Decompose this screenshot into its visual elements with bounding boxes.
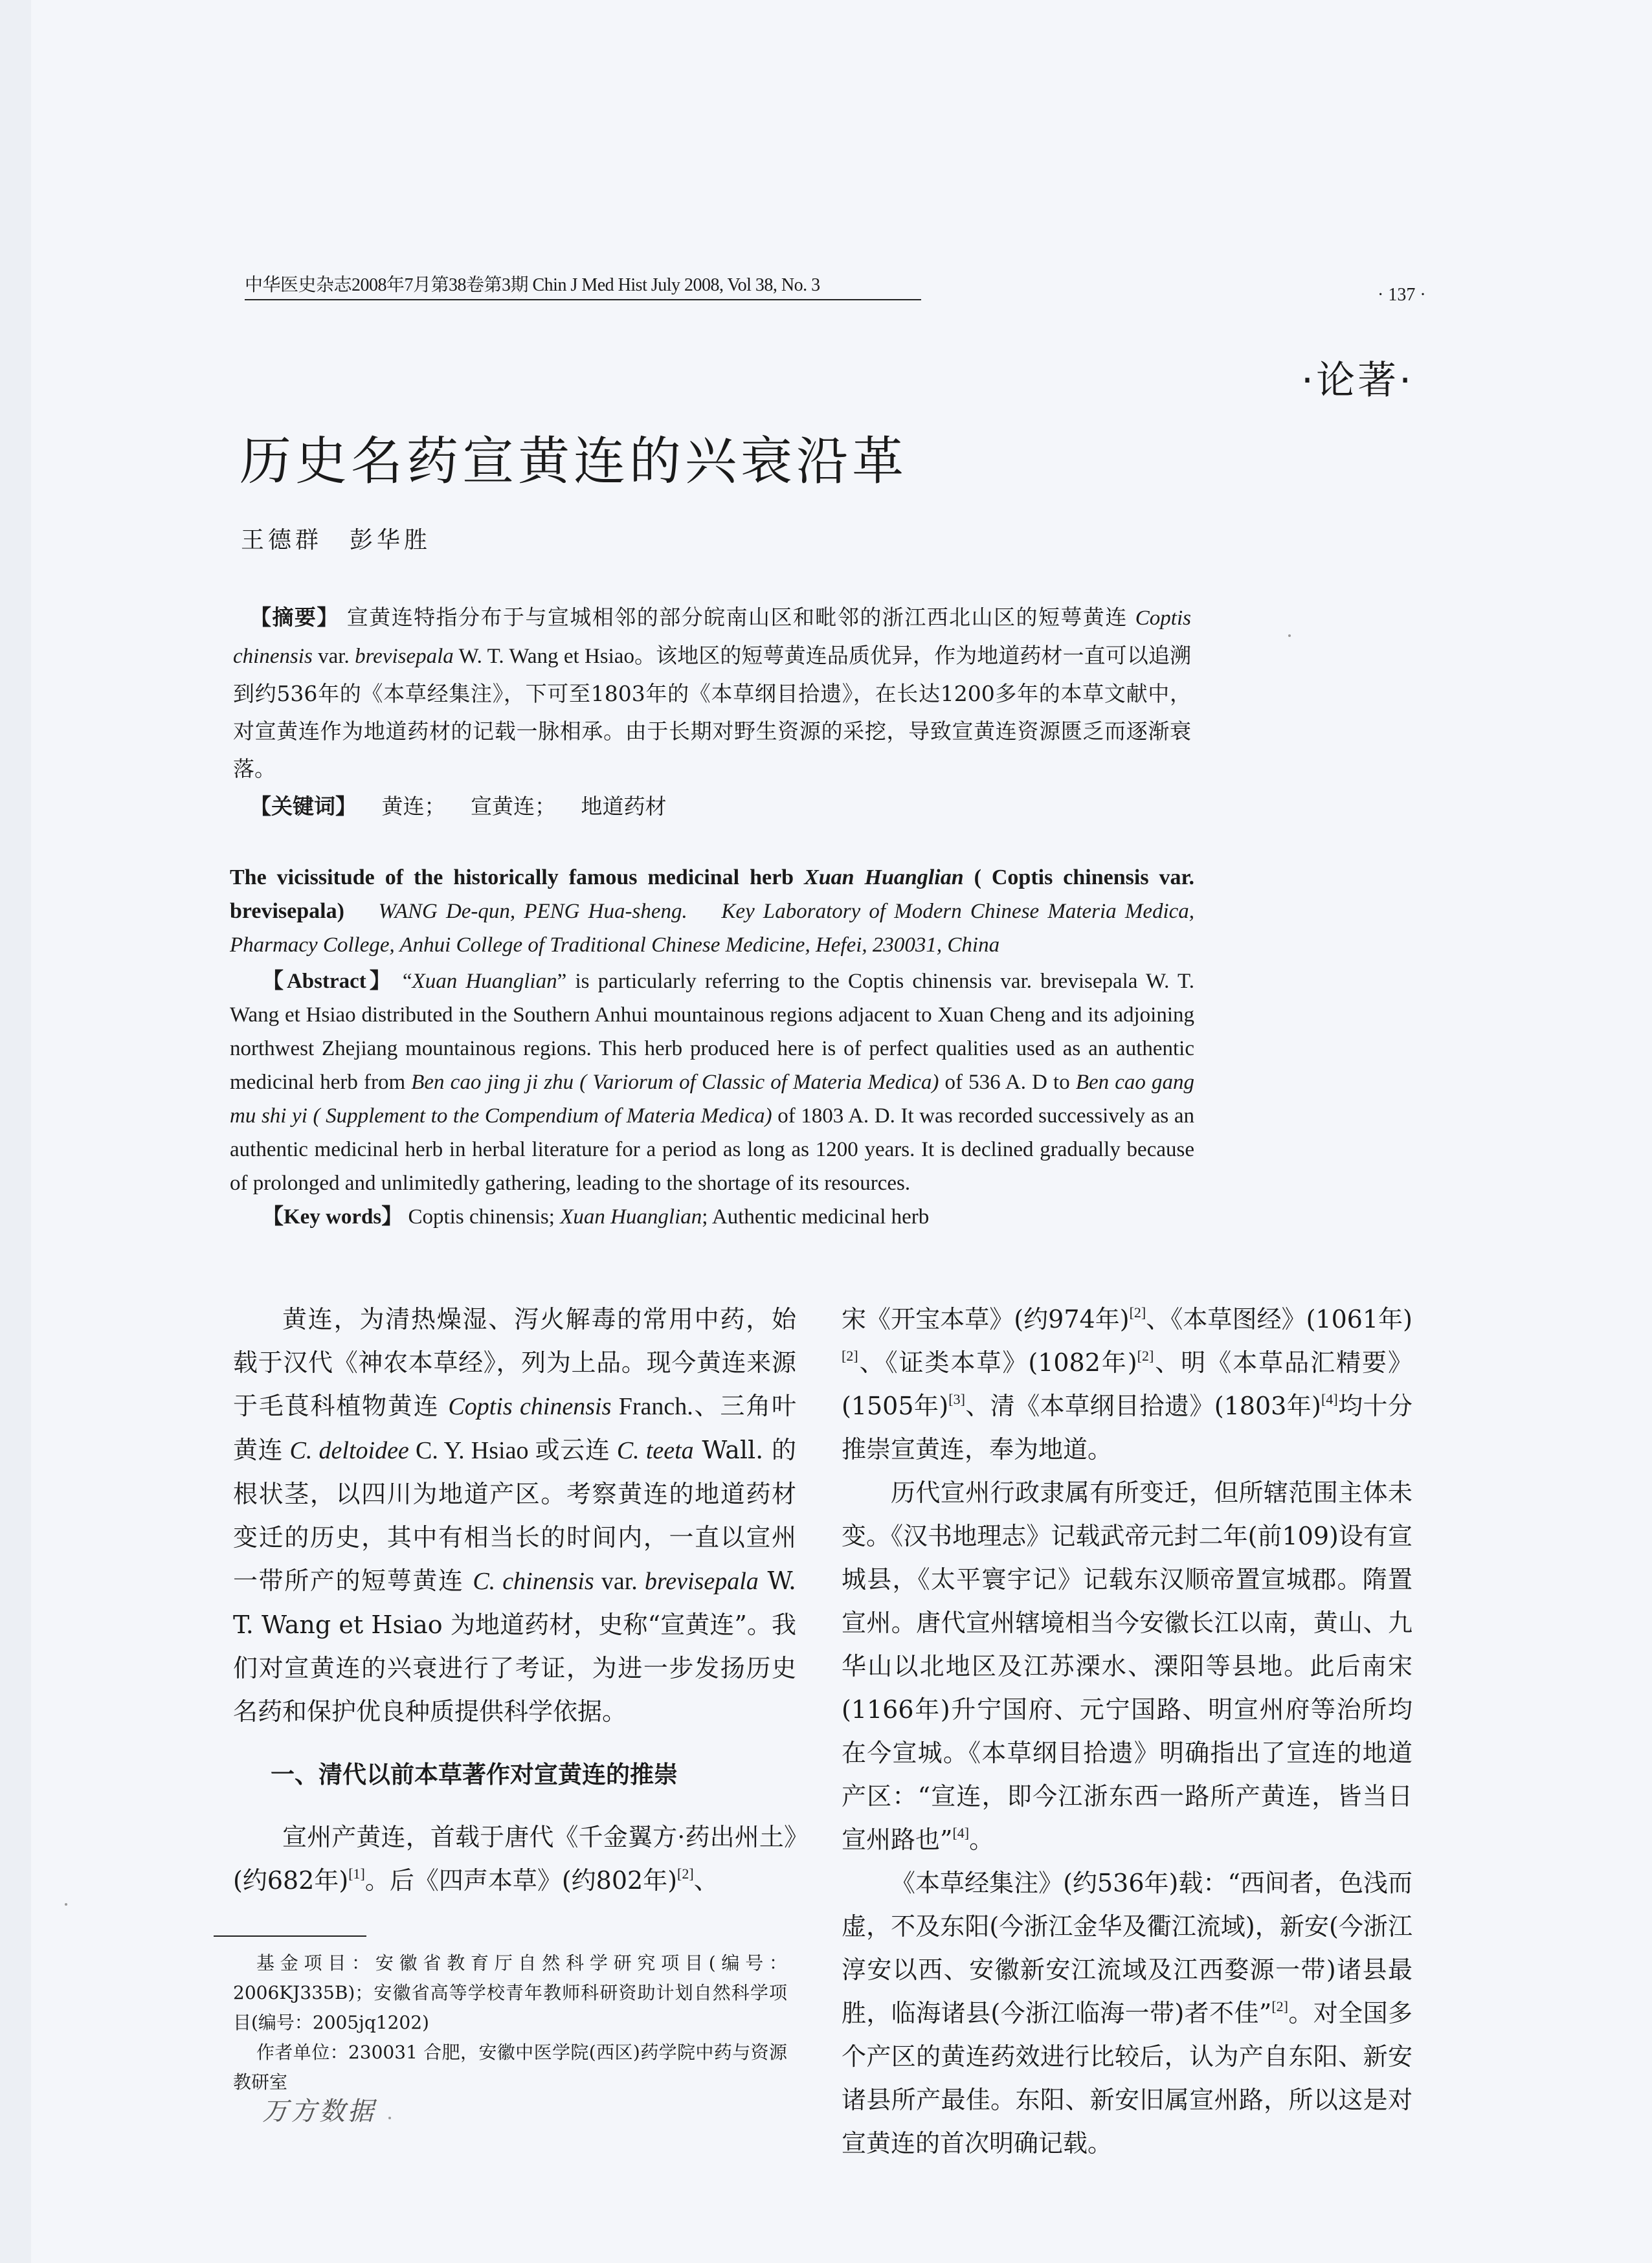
affiliation-note: 作者单位：230031 合肥，安徽中医学院(西区)药学院中药与资源教研室 xyxy=(233,2042,787,2093)
section-heading: 一、清代以前本草著作对宣黄连的推崇 xyxy=(271,1761,678,1789)
running-head: 中华医史杂志2008年7月第38卷第3期 Chin J Med Hist July 2008, Vol 38, No. 3 xyxy=(245,271,921,300)
chinese-abstract xyxy=(233,599,1191,825)
citation: [3] xyxy=(948,1391,965,1407)
english-keywords: 【Key words】 Coptis chinensis; Xuan Huanglian; Authentic medicinal herb xyxy=(262,1205,930,1229)
footnote-divider xyxy=(214,1935,366,1937)
funding-note: 基金项目：安徽省教育厅自然科学研究项目(编号：2006KJ335B)；安徽省高等学校青年教师科研资助计划自然科学项目(编号：2005jq1202) xyxy=(233,1952,787,2033)
scan-speck xyxy=(388,2117,391,2119)
section-tag: ·论著· xyxy=(1301,358,1414,403)
citation: [2] xyxy=(1129,1304,1146,1321)
citation: [1] xyxy=(348,1866,365,1882)
abstract-text-part: 。该地区的短萼黄连品质优异，作为地道药材一直可以追溯到约536年的《本草经集注》，下可至1803年的《本草纲目拾遗》，在长达1200多年的本草文献中，对宣黄连作为地道药材的记载一脉相承。由于长期对野生资源的采挖，导致宣黄连资源匮乏而逐渐衰落。 xyxy=(233,643,1191,781)
english-abstract-label: 【Abstract】 xyxy=(262,970,394,993)
body-column-right xyxy=(842,1298,1412,2165)
english-authors: WANG De-qun, PENG Hua-sheng. xyxy=(378,900,687,923)
footnotes xyxy=(233,1948,787,2097)
scan-speck xyxy=(65,1903,67,1906)
citation: [2] xyxy=(842,1348,858,1364)
english-affiliation: Key Laboratory of Modern Chinese Materia Medica, Pharmacy College, Anhui College of Traditional Chinese Medicine, Hefei, 230031, China xyxy=(230,900,1195,957)
body-paragraph: 宋《开宝本草》(约974年)[2]、《本草图经》(1061年)[2]、《证类本草》(1082年)[2]、明《本草品汇精要》(1505年)[3]、清《本草纲目拾遗》(1803年)[4]均十分推崇宣黄连，奉为地道。 xyxy=(842,1304,1413,1464)
species-name: Coptis chinensis xyxy=(233,607,1191,668)
authority-text: W. T. Wang et Hsiao xyxy=(453,645,634,668)
variety-name: brevisepala xyxy=(355,645,454,668)
body-column-left xyxy=(233,1298,796,1902)
abstract-text-part: 宣黄连特指分布于与宣城相邻的部分皖南山区和毗邻的浙江西北山区的短萼黄连 xyxy=(346,605,1135,630)
var-text: var. xyxy=(312,645,355,668)
page-number: · 137 · xyxy=(1378,285,1426,305)
keywords-label: 【关键词】 xyxy=(250,794,357,819)
body-paragraph: 黄连，为清热燥湿、泻火解毒的常用中药，始载于汉代《神农本草经》，列为上品。现今黄连来源于毛茛科植物黄连 Coptis chinensis Franch.、三角叶黄连 C. deltoidee C. Y. Hsiao 或云连 C. teeta Wall. 的根状茎，以四川为地道产区。考察黄连的地道药材变迁的历史，其中有相当长的时间内，一直以宣州一带所产的短萼黄连 C. chinensis var. brevisepala W. T. Wang et Hsiao 为地道药材，史称“宣黄连”。我们对宣黄连的兴衰进行了考证，为进一步发扬历史名药和保护优良种质提供科学依据。 xyxy=(233,1305,796,1726)
citation: [4] xyxy=(952,1825,970,1841)
english-title-line xyxy=(230,861,1194,962)
article-authors: 王德群 彭华胜 xyxy=(241,527,432,553)
english-abstract: 【Abstract】 “Xuan Huanglian” is particularly referring to the Coptis chinensis var. brevisepala W. T. Wang et Hsiao distributed in the Southern Anhui mountainous regions adjacent to Xuan Cheng and its adjoining northwest Zhejiang mountainous regions. This herb produced here is of perfect qualities used as an authentic medicinal herb from Ben cao jing ji zhu ( Variorum of Classic of Materia Medica) of 536 A. D to Ben cao gang mu shi yi ( Supplement to the Compendium of Materia Medica) of 1803 A. D. It was recorded successively as an authentic medicinal herb in herbal literature for a period as long as 1200 years. It is declined gradually because of prolonged and unlimitedly gathering, leading to the shortage of its resources. xyxy=(230,970,1195,1195)
scan-page-edge xyxy=(0,0,31,2263)
english-abstract-block xyxy=(230,861,1194,1234)
body-paragraph: 宣州产黄连，首载于唐代《千金翼方·药出州土》(约682年)[1]。后《四声本草》(约802年)[2]、 xyxy=(233,1823,796,1895)
abstract-label: 【摘要】 xyxy=(250,605,339,630)
chinese-keywords xyxy=(233,788,1191,825)
body-paragraph: 《本草经集注》(约536年)载：“西间者，色浅而虚，不及东阳(今浙江金华及衢江流域)，新安(今浙江淳安以西、安徽新安江流域及江西婺源一带)诸县最胜，临海诸县(今浙江临海一带)者不佳”[2]。对全国多个产区的黄连药效进行比较后，认为产自东阳、新安诸县所产最佳。东阳、新安旧属宣州路，所以这是对宣黄连的首次明确记载。 xyxy=(842,1869,1412,2157)
chinese-abstract-text xyxy=(233,599,1191,788)
citation: [2] xyxy=(1271,1998,1288,2014)
watermark: 万方数据 xyxy=(262,2097,376,2126)
keyword: 黄连； xyxy=(381,794,446,819)
article-title: 历史名药宣黄连的兴衰沿革 xyxy=(240,431,908,491)
scan-speck xyxy=(1288,634,1291,637)
keyword: 地道药材 xyxy=(581,794,667,819)
citation: [2] xyxy=(677,1866,694,1882)
citation: [4] xyxy=(1321,1391,1338,1407)
body-paragraph: 历代宣州行政隶属有所变迁，但所辖范围主体未变。《汉书地理志》记载武帝元封二年(前109)设有宣城县，《太平寰宇记》记载东汉顺帝置宣城郡。隋置宣州。唐代宣州辖境相当今安徽长江以南，黄山、九华山以北地区及江苏溧水、溧阳等县地。此后南宋(1166年)升宁国府、元宁国路、明宣州府等治所均在今宣城。《本草纲目拾遗》明确指出了宣连的地道产区：“宣连，即今江浙东西一路所产黄连，皆当日宣州路也”[4]。 xyxy=(842,1478,1412,1854)
citation: [2] xyxy=(1137,1348,1154,1364)
keyword: 宣黄连； xyxy=(471,794,556,819)
english-title: The vicissitude of the historically famous medicinal herb Xuan Huanglian ( Coptis chinensis var. brevisepala) xyxy=(230,865,1194,923)
english-keywords-label: 【Key words】 xyxy=(262,1205,403,1229)
